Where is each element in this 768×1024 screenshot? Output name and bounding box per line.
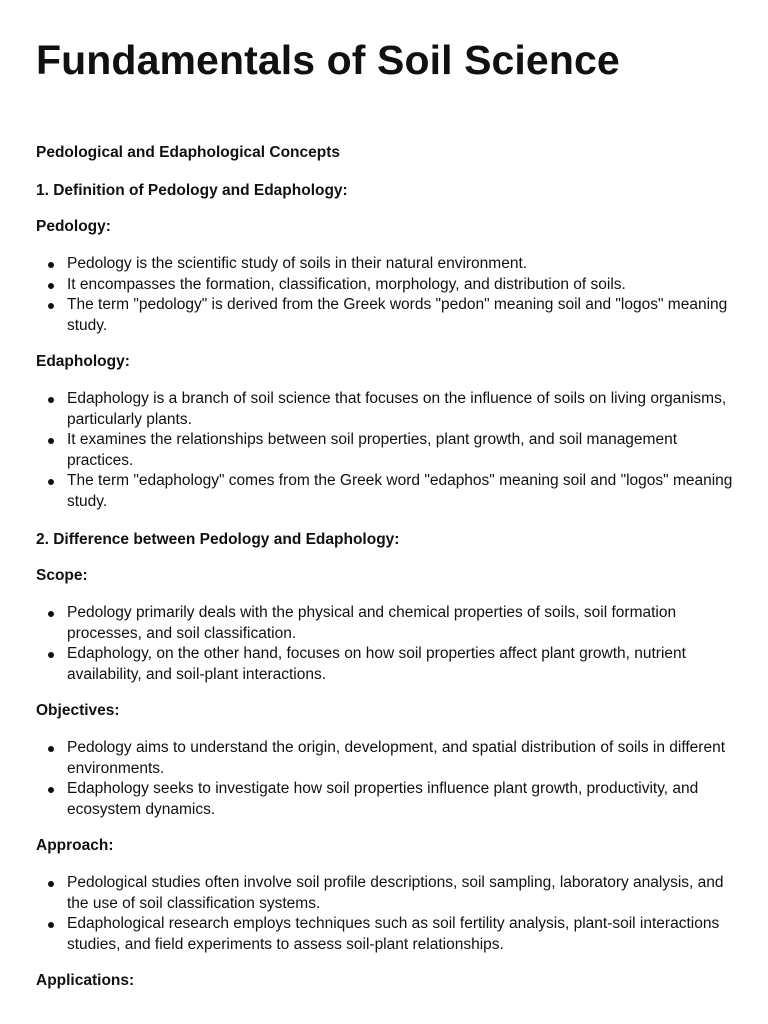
list-item: Pedology is the scientific study of soils in their natural environment. (36, 254, 736, 275)
list-item: The term "pedology" is derived from the Greek words "pedon" meaning soil and "logos" meaning study. (36, 295, 736, 336)
label-pedology: Pedology: (36, 218, 111, 235)
list-item: Pedology aims to understand the origin, development, and spatial distribution of soils in different environments. (36, 738, 736, 779)
list-item: Edaphology, on the other hand, focuses on how soil properties affect plant growth, nutrient availability, and soil-plant interactions. (36, 644, 736, 685)
list-item: It encompasses the formation, classification, morphology, and distribution of soils. (36, 275, 736, 296)
label-approach: Approach: (36, 837, 114, 854)
scope-list (36, 603, 736, 685)
label-applications: Applications: (36, 972, 135, 989)
pedology-list (36, 254, 736, 336)
list-item: Edaphological research employs techniques such as soil fertility analysis, plant-soil interactions studies, and field experiments to assess soil-plant relationships. (36, 914, 736, 955)
label-scope: Scope: (36, 567, 88, 584)
list-item: Pedology primarily deals with the physical and chemical properties of soils, soil formation processes, and soil classification. (36, 603, 736, 644)
edaphology-list (36, 389, 736, 512)
list-item: The term "edaphology" comes from the Greek word "edaphos" meaning soil and "logos" meaning study. (36, 471, 736, 512)
approach-list (36, 873, 736, 955)
document-title: Fundamentals of Soil Science (36, 37, 620, 83)
section-heading-definition: 1. Definition of Pedology and Edaphology: (36, 182, 348, 199)
label-edaphology: Edaphology: (36, 353, 130, 370)
document-subtitle: Pedological and Edaphological Concepts (36, 144, 341, 161)
objectives-list (36, 738, 736, 820)
label-objectives: Objectives: (36, 702, 120, 719)
list-item: Pedological studies often involve soil profile descriptions, soil sampling, laboratory analysis, and the use of soil classification systems. (36, 873, 736, 914)
list-item: It examines the relationships between soil properties, plant growth, and soil management practices. (36, 430, 736, 471)
list-item: Edaphology seeks to investigate how soil properties influence plant growth, productivity, and ecosystem dynamics. (36, 779, 736, 820)
document-page (36, 0, 736, 991)
section-heading-difference: 2. Difference between Pedology and Edaphology: (36, 531, 400, 548)
list-item: Edaphology is a branch of soil science that focuses on the influence of soils on living organisms, particularly plants. (36, 389, 736, 430)
